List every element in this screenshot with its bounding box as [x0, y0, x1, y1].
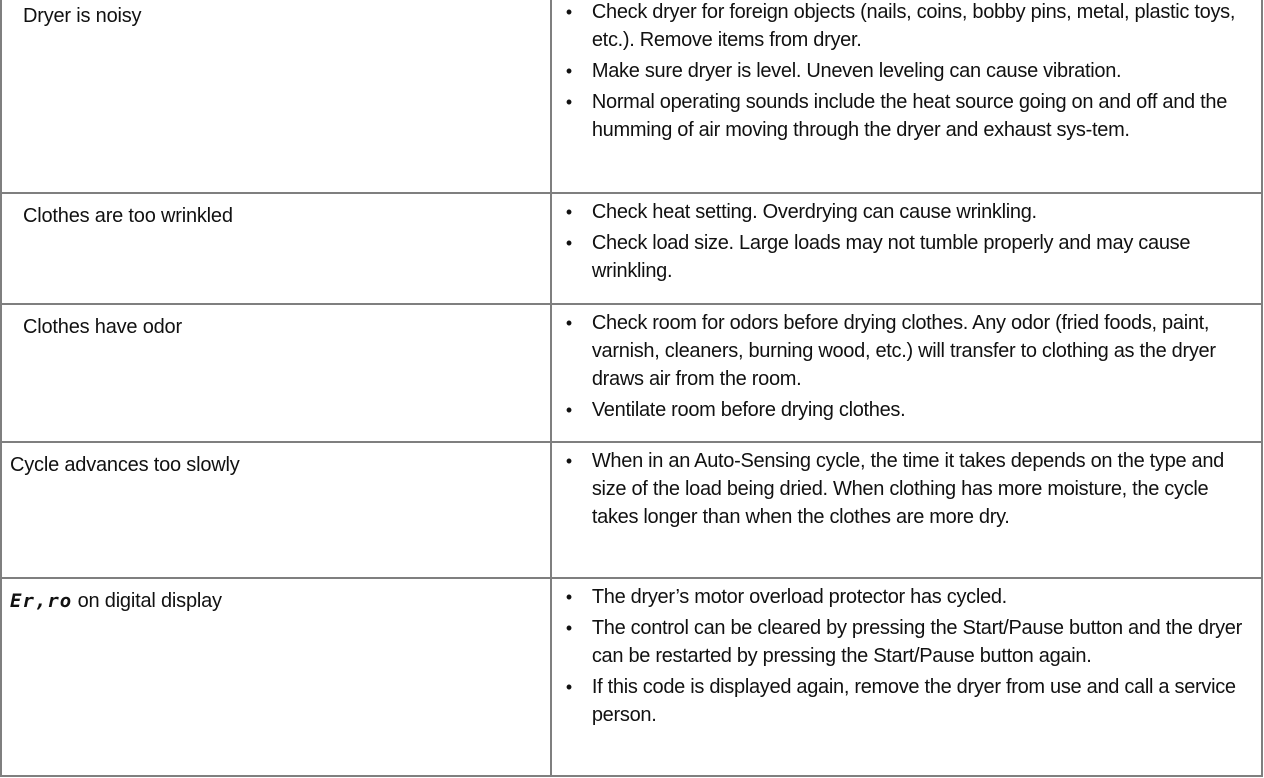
bullet-icon: •	[565, 61, 572, 81]
solution-item: • Make sure dryer is level. Uneven leveling can cause vibration.	[552, 57, 1261, 85]
bullet-icon: •	[565, 451, 572, 471]
solution-list	[552, 305, 1261, 437]
bullet-icon: •	[565, 400, 572, 420]
problem-cell	[1, 0, 551, 193]
solution-item: • Check room for odors before drying clothes. Any odor (fried foods, paint, varnish, cleaners, burning wood, etc.) will transfer to clothing as the dryer draws air from the room.	[552, 309, 1261, 393]
solution-list	[552, 194, 1261, 298]
solution-list	[552, 0, 1261, 157]
solution-list	[552, 443, 1261, 544]
solution-item: • If this code is displayed again, remove the dryer from use and call a service person.	[552, 673, 1261, 729]
error-code-display: Er,ro	[10, 590, 73, 612]
solution-item: • Ventilate room before drying clothes.	[552, 396, 1261, 424]
solution-item: • The dryer’s motor overload protector has cycled.	[552, 583, 1261, 611]
bullet-icon: •	[565, 313, 572, 333]
table-row	[1, 0, 1262, 193]
bullet-icon: •	[565, 202, 572, 222]
solution-cell	[551, 578, 1262, 776]
solution-item: • Check dryer for foreign objects (nails, coins, bobby pins, metal, plastic toys, etc.). Remove items from dryer.	[552, 0, 1261, 54]
problem-cell	[1, 193, 551, 304]
solution-item: • Check heat setting. Overdrying can cause wrinkling.	[552, 198, 1261, 226]
problem-cell	[1, 304, 551, 442]
solution-item: • Normal operating sounds include the heat source going on and off and the humming of air moving through the dryer and exhaust sys-tem.	[552, 88, 1261, 144]
problem-text: Cycle advances too slowly	[10, 454, 240, 476]
bullet-icon: •	[565, 618, 572, 638]
solution-list	[552, 579, 1261, 742]
problem-cell	[1, 442, 551, 578]
table-row	[1, 304, 1262, 442]
table-row	[1, 578, 1262, 776]
bullet-icon: •	[565, 2, 572, 22]
solution-item: • When in an Auto-Sensing cycle, the time it takes depends on the type and size of the load being dried. When clothing has more moisture, the cycle takes longer than when the clothes are more dry.	[552, 447, 1261, 531]
bullet-icon: •	[565, 587, 572, 607]
problem-text: Dryer is noisy	[23, 5, 142, 27]
problem-cell	[1, 578, 551, 776]
solution-cell	[551, 193, 1262, 304]
table-row	[1, 442, 1262, 578]
solution-cell	[551, 0, 1262, 193]
problem-text: Er,ro on digital display	[10, 590, 222, 612]
solution-cell	[551, 442, 1262, 578]
solution-item: • Check load size. Large loads may not tumble properly and may cause wrinkling.	[552, 229, 1261, 285]
solution-cell	[551, 304, 1262, 442]
solution-item: • The control can be cleared by pressing the Start/Pause button and the dryer can be restarted by pressing the Start/Pause button again.	[552, 614, 1261, 670]
problem-text: Clothes have odor	[23, 316, 182, 338]
table-row	[1, 193, 1262, 304]
bullet-icon: •	[565, 677, 572, 697]
problem-text: Clothes are too wrinkled	[23, 205, 233, 227]
bullet-icon: •	[565, 92, 572, 112]
bullet-icon: •	[565, 233, 572, 253]
